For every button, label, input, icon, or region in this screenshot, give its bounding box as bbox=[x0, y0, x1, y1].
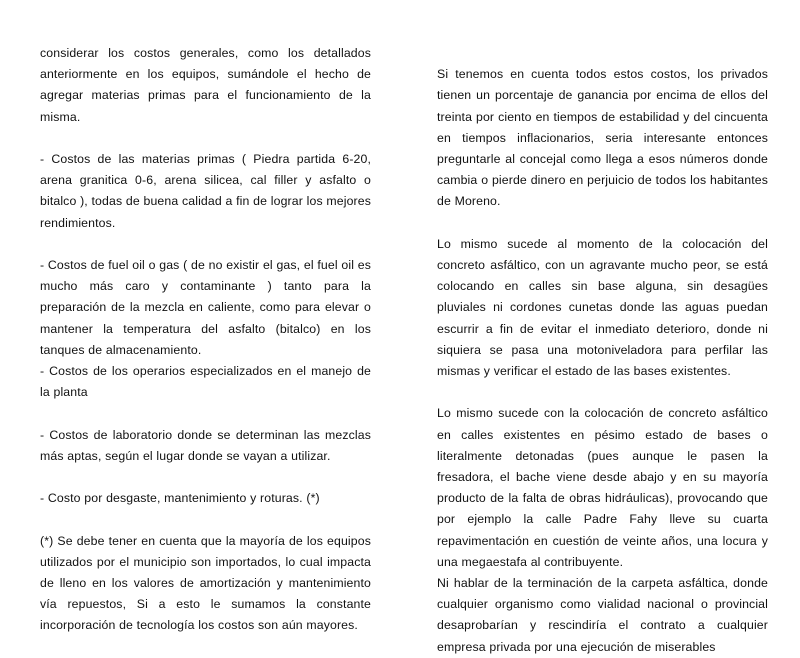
paragraph: - Costos de las materias primas ( Piedra partida 6-20, arena granitica 0-6, arena silicea, cal filler y asfalto o bitalco ), todas de buena calidad a fin de lograr los mejores rendimientos. bbox=[40, 152, 371, 230]
paragraph: - Costos de los operarios especializados en el manejo de la planta bbox=[40, 364, 371, 400]
paragraph: - Costo por desgaste, mantenimiento y roturas. (*) bbox=[40, 491, 320, 506]
paragraph: considerar los costos generales, como los detallados anteriormente en los equipos, sumándole el hecho de agregar materias primas para el funcionamiento de la misma. bbox=[40, 46, 371, 124]
paragraph: Si tenemos en cuenta todos estos costos, los privados tienen un porcentaje de ganancia por encima de ellos del treinta por ciento en tiempos de estabilidad y del cincuenta en tiempos inflacionarios, seria interesante entonces preguntarle al concejal como llega a esos números donde cambia o pierde dinero en perjuicio de todos los habitantes de Moreno. bbox=[437, 67, 768, 209]
text-column-left bbox=[40, 43, 371, 637]
paragraph: - Costos de laboratorio donde se determinan las mezclas más aptas, según el lugar donde se vayan a utilizar. bbox=[40, 427, 371, 463]
text-column-right bbox=[437, 43, 768, 658]
paragraph: Lo mismo sucede con la colocación de concreto asfáltico en calles existentes en pésimo estado de bases o literalmente detonadas (pues aunque le pasen la fresadora, el bache viene desde abajo y en su mayoría producto de la falta de obras hidráulicas), provocando que por ejemplo la calle Padre Fahy lleve su cuarta repavimentación en cuestión de veinte años, una locura y una megaestafa al contribuyente. bbox=[437, 406, 768, 569]
paragraph: Ni hablar de la terminación de la carpeta asfáltica, donde cualquier organismo como vialidad nacional o provincial desaprobarían y rescindiría el contrato a cualquier empresa privada por una ejecución de miserables bbox=[437, 576, 768, 654]
paragraph: - Costos de fuel oil o gas ( de no existir el gas, el fuel oil es mucho más caro y contaminante ) tanto para la preparación de la mezcla en caliente, como para elevar o mantener la temperatura del asfalto (bitalco) en los tanques de almacenamiento. bbox=[40, 258, 371, 357]
paragraph: (*) Se debe tener en cuenta que la mayoría de los equipos utilizados por el municipio son importados, lo cual impacta de lleno en los valores de amortización y mantenimiento vía repuestos, Si a esto le sumamos la constante incorporación de tecnología los costos son aún mayores. bbox=[40, 533, 371, 633]
paragraph: Lo mismo sucede al momento de la colocación del concreto asfáltico, con un agravante mucho peor, se está colocando en calles sin base alguna, sin desagües pluviales ni cordones cunetas donde las aguas puedan escurrir a fin de evitar el inmediato deterioro, donde ni siquiera se pasa una motoniveladora para perfilar las mismas y verificar el estado de las bases existentes. bbox=[437, 236, 768, 379]
